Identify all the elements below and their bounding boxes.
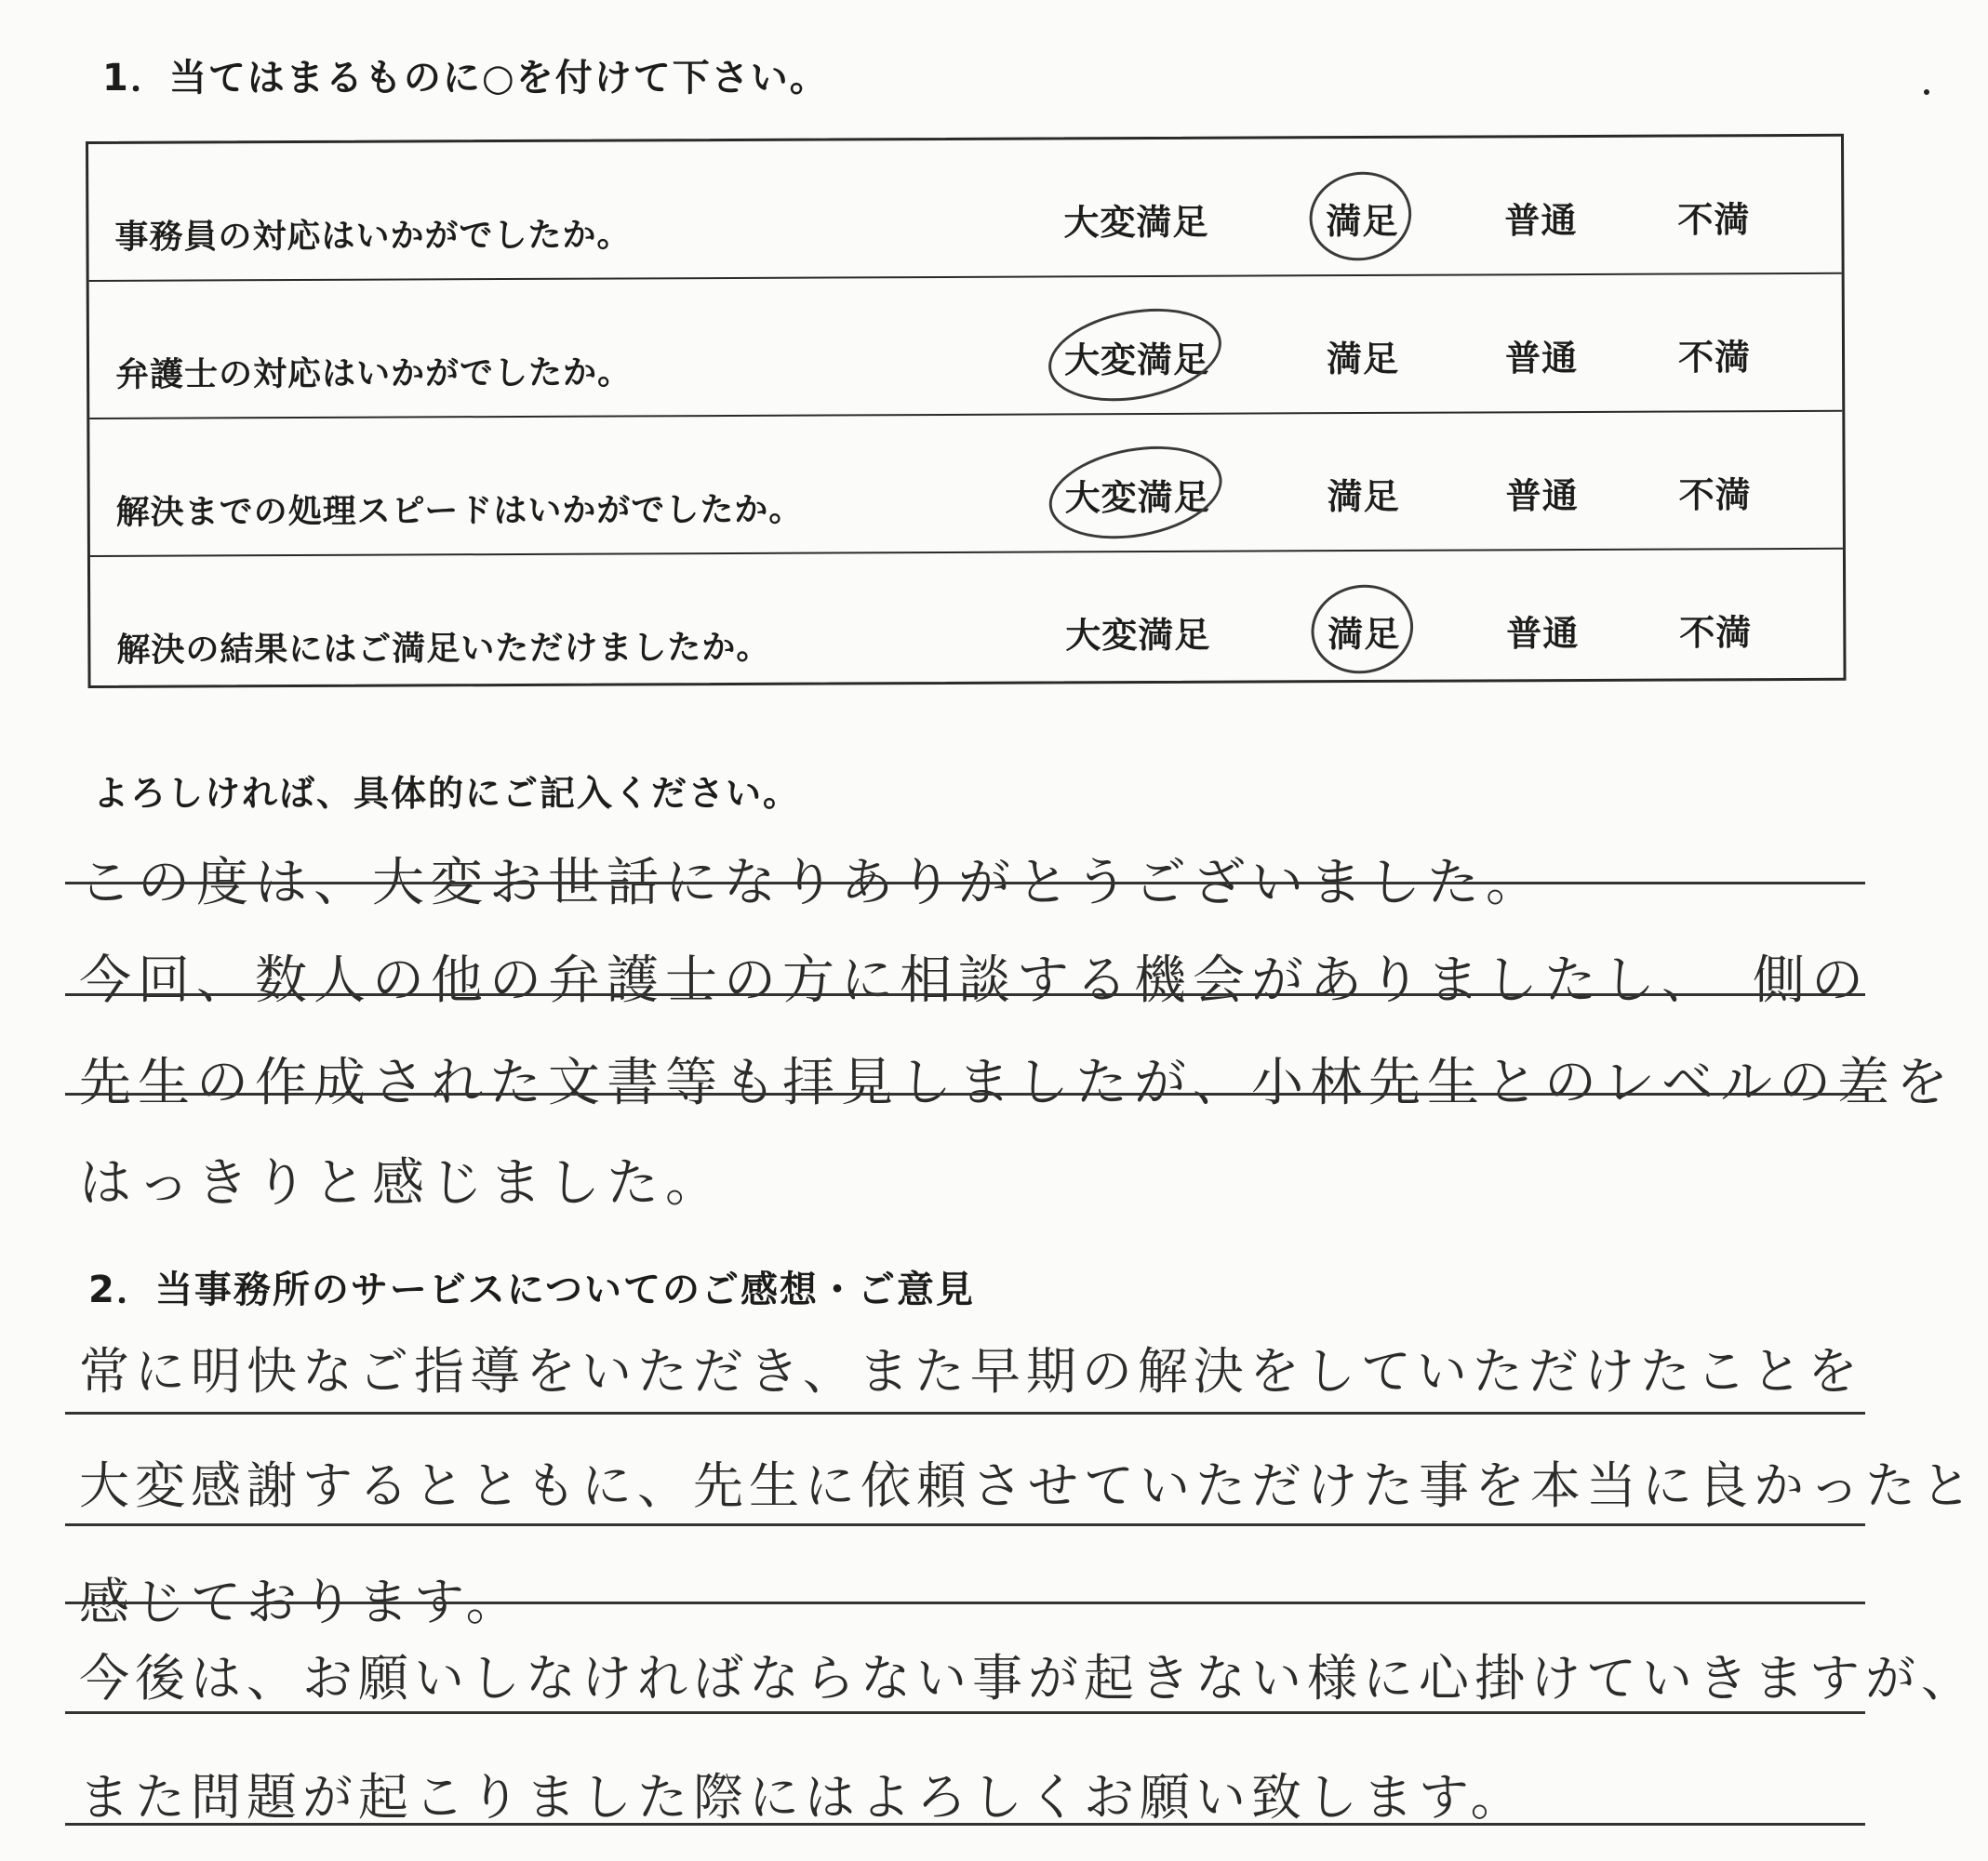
speck <box>1924 89 1929 95</box>
option-satisfied[interactable]: 満足 <box>1327 475 1400 518</box>
comment-line: この度は、大変お世話になりありがとうございました。 <box>79 853 1544 913</box>
option-very-satisfied[interactable]: 大変満足 <box>1065 469 1210 521</box>
option-satisfied[interactable]: 満足 <box>1326 193 1398 244</box>
comment-line: 今後は、お願いしなければならない事が起きない様に心掛けていきますが、 <box>79 1649 1977 1708</box>
writing-line <box>65 1602 1865 1604</box>
comment-line: 先生の作成された文書等も拝見しましたが、小林先生とのレベルの差を <box>79 1053 1955 1113</box>
writing-line <box>65 1093 1865 1096</box>
writing-line <box>65 1412 1865 1415</box>
section1-heading: 1．当てはまるものに○を付けて下さい。 <box>102 57 829 100</box>
question-result: 解決の結果にはご満足いただけましたか。 <box>116 628 771 670</box>
comment-line: 今回、数人の他の弁護士の方に相談する機会がありましたし、 側の <box>79 950 1870 1011</box>
comment-prompt: よろしければ、具体的にご記入ください。 <box>93 773 801 814</box>
option-normal[interactable]: 普通 <box>1505 475 1579 517</box>
option-dissatisfied[interactable]: 不満 <box>1678 474 1752 516</box>
option-satisfied[interactable]: 満足 <box>1326 338 1400 380</box>
satisfaction-table <box>86 134 1847 688</box>
writing-line <box>65 882 1865 884</box>
table-row <box>89 412 1843 557</box>
option-dissatisfied[interactable]: 不満 <box>1677 337 1752 379</box>
writing-line <box>65 1823 1865 1826</box>
question-lawyer: 弁護士の対応はいかがでしたか。 <box>115 353 633 394</box>
question-speed: 解決までの処理スピードはいかがでしたか。 <box>115 490 804 532</box>
comment-line: 感じております。 <box>79 1573 522 1631</box>
writing-line <box>65 1523 1865 1526</box>
option-normal[interactable]: 普通 <box>1504 338 1579 379</box>
table-row <box>88 137 1842 282</box>
table-row <box>90 550 1844 693</box>
writing-line <box>65 993 1865 996</box>
option-dissatisfied[interactable]: 不満 <box>1677 199 1751 241</box>
option-very-satisfied[interactable]: 大変満足 <box>1063 201 1209 244</box>
option-very-satisfied[interactable]: 大変満足 <box>1065 614 1211 657</box>
comment-line: また問題が起こりました際にはよろしくお願い致します。 <box>79 1768 1527 1827</box>
option-satisfied[interactable]: 満足 <box>1328 605 1400 657</box>
comment-line: 大変感謝するとともに、先生に依頼させていただけた事を本当に良かったと <box>79 1456 1977 1515</box>
option-very-satisfied[interactable]: 大変満足 <box>1064 331 1209 383</box>
section2-heading: 2．当事務所のサービスについてのご感想・ご意見 <box>88 1269 976 1311</box>
option-dissatisfied[interactable]: 不満 <box>1679 612 1753 654</box>
comment-line: はっきりと感じました。 <box>79 1153 724 1214</box>
table-row <box>89 274 1843 419</box>
writing-line <box>65 1711 1865 1714</box>
option-normal[interactable]: 普通 <box>1506 613 1580 655</box>
comment-line: 常に明快なご指導をいただき、また早期の解決をしていただけたことを <box>79 1342 1863 1401</box>
option-normal[interactable]: 普通 <box>1504 200 1578 242</box>
question-staff: 事務員の対応はいかがでしたか。 <box>114 216 632 257</box>
